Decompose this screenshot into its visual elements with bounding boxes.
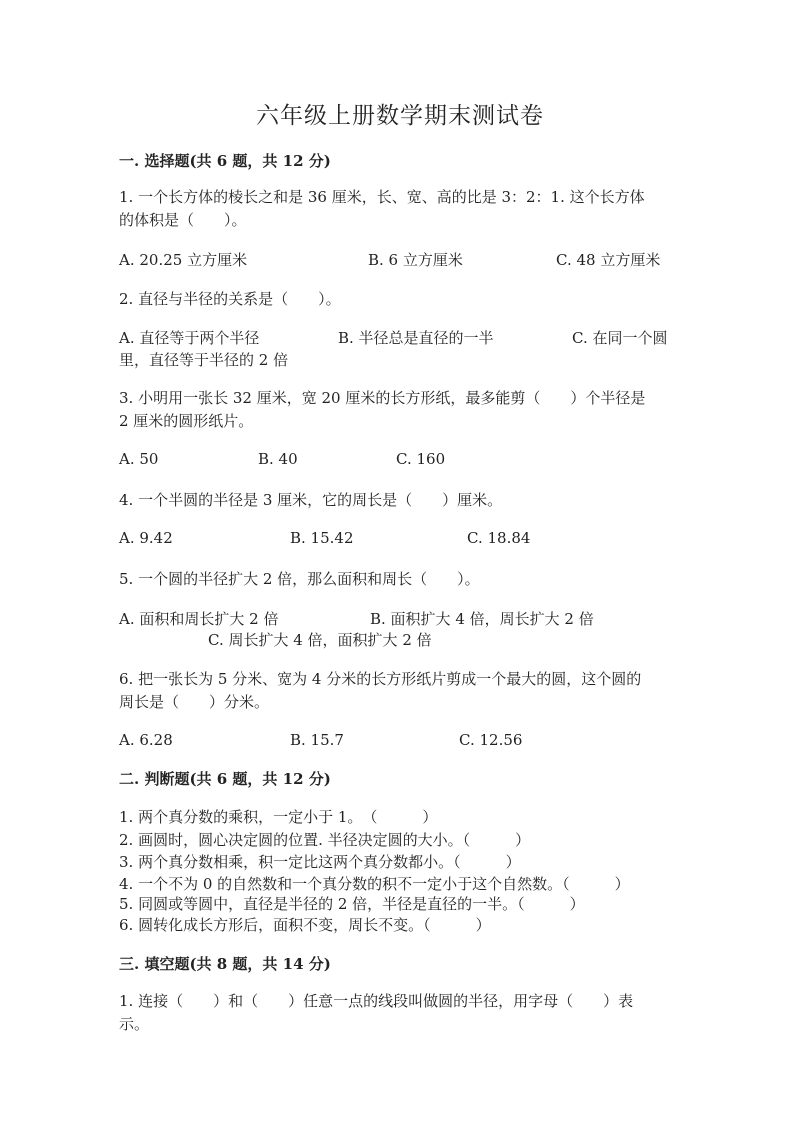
option-continuation: 里，直径等于半径的 2 倍 — [119, 351, 289, 369]
fill-in-question-1 — [119, 990, 675, 1036]
option-c: C. 12.56 — [459, 731, 523, 749]
section-heading-judgement: 二. 判断题(共 6 题，共 12 分) — [119, 770, 331, 788]
section-heading-fill-in: 三. 填空题(共 8 题，共 14 分) — [119, 955, 331, 973]
option-b: B. 15.42 — [290, 529, 354, 547]
judgement-item: 2. 画圆时，圆心决定圆的位置. 半径决定圆的大小。（ ） — [119, 831, 531, 849]
option-c: C. 周长扩大 4 倍，面积扩大 2 倍 — [208, 631, 432, 649]
question-text-line: 1. 一个长方体的棱长之和是 36 厘米，长、宽、高的比是 3：2：1. 这个长方体 — [119, 188, 645, 206]
option-b: B. 半径总是直径的一半 — [338, 329, 494, 347]
question-text-line: 2. 直径与半径的关系是（ ）。 — [119, 290, 341, 308]
judgement-item: 6. 圆转化成长方形后，面积不变，周长不变。（ ） — [119, 916, 491, 934]
judgement-item: 1. 两个真分数的乘积，一定小于 1。 （ ） — [119, 808, 438, 826]
option-b: B. 40 — [258, 450, 298, 468]
option-c: C. 在同一个圆 — [572, 329, 668, 347]
option-b: B. 面积扩大 4 倍，周长扩大 2 倍 — [370, 610, 594, 628]
option-a: A. 50 — [119, 450, 159, 468]
question-text-line: 周长是（ ）分米。 — [119, 693, 270, 711]
option-a: A. 20.25 立方厘米 — [119, 251, 248, 269]
question-text-line: 示。 — [119, 1015, 150, 1033]
section-heading-choice: 一. 选择题(共 6 题，共 12 分) — [119, 152, 331, 170]
option-b: B. 15.7 — [290, 731, 344, 749]
judgement-item: 4. 一个不为 0 的自然数和一个真分数的积不一定小于这个自然数。（ ） — [119, 875, 630, 893]
option-c: C. 160 — [396, 450, 446, 468]
question-text-line: 4. 一个半圆的半径是 3 厘米，它的周长是（ ）厘米。 — [119, 491, 503, 509]
question-4 — [119, 489, 675, 512]
question-6 — [119, 668, 675, 714]
question-1 — [119, 186, 675, 232]
question-text-line: 1. 连接（ ）和（ ）任意一点的线段叫做圆的半径，用字母（ ）表 — [119, 992, 634, 1010]
question-text-line: 3. 小明用一张长 32 厘米，宽 20 厘米的长方形纸，最多能剪（ ）个半径是 — [119, 389, 646, 407]
option-c: C. 18.84 — [467, 529, 531, 547]
option-a: A. 9.42 — [119, 529, 173, 547]
option-a: A. 6.28 — [119, 731, 173, 749]
option-b: B. 6 立方厘米 — [368, 251, 463, 269]
judgement-item: 5. 同圆或等圆中，直径是半径的 2 倍，半径是直径的一半。（ ） — [119, 895, 585, 913]
judgement-item: 3. 两个真分数相乘，积一定比这两个真分数都小。（ ） — [119, 853, 521, 871]
option-a: A. 面积和周长扩大 2 倍 — [119, 610, 279, 628]
question-text-line: 的体积是（ ）。 — [119, 211, 247, 229]
option-c: C. 48 立方厘米 — [556, 251, 661, 269]
question-2 — [119, 288, 675, 311]
question-text-line: 6. 把一张长为 5 分米、宽为 4 分米的长方形纸片剪成一个最大的圆，这个圆的 — [119, 670, 642, 688]
question-text-line: 2 厘米的圆形纸片。 — [119, 412, 254, 430]
question-3 — [119, 387, 675, 433]
page-title: 六年级上册数学期末测试卷 — [256, 103, 544, 129]
question-text-line: 5. 一个圆的半径扩大 2 倍，那么面积和周长（ ）。 — [119, 570, 480, 588]
question-5 — [119, 568, 675, 591]
option-a: A. 直径等于两个半径 — [119, 329, 260, 347]
